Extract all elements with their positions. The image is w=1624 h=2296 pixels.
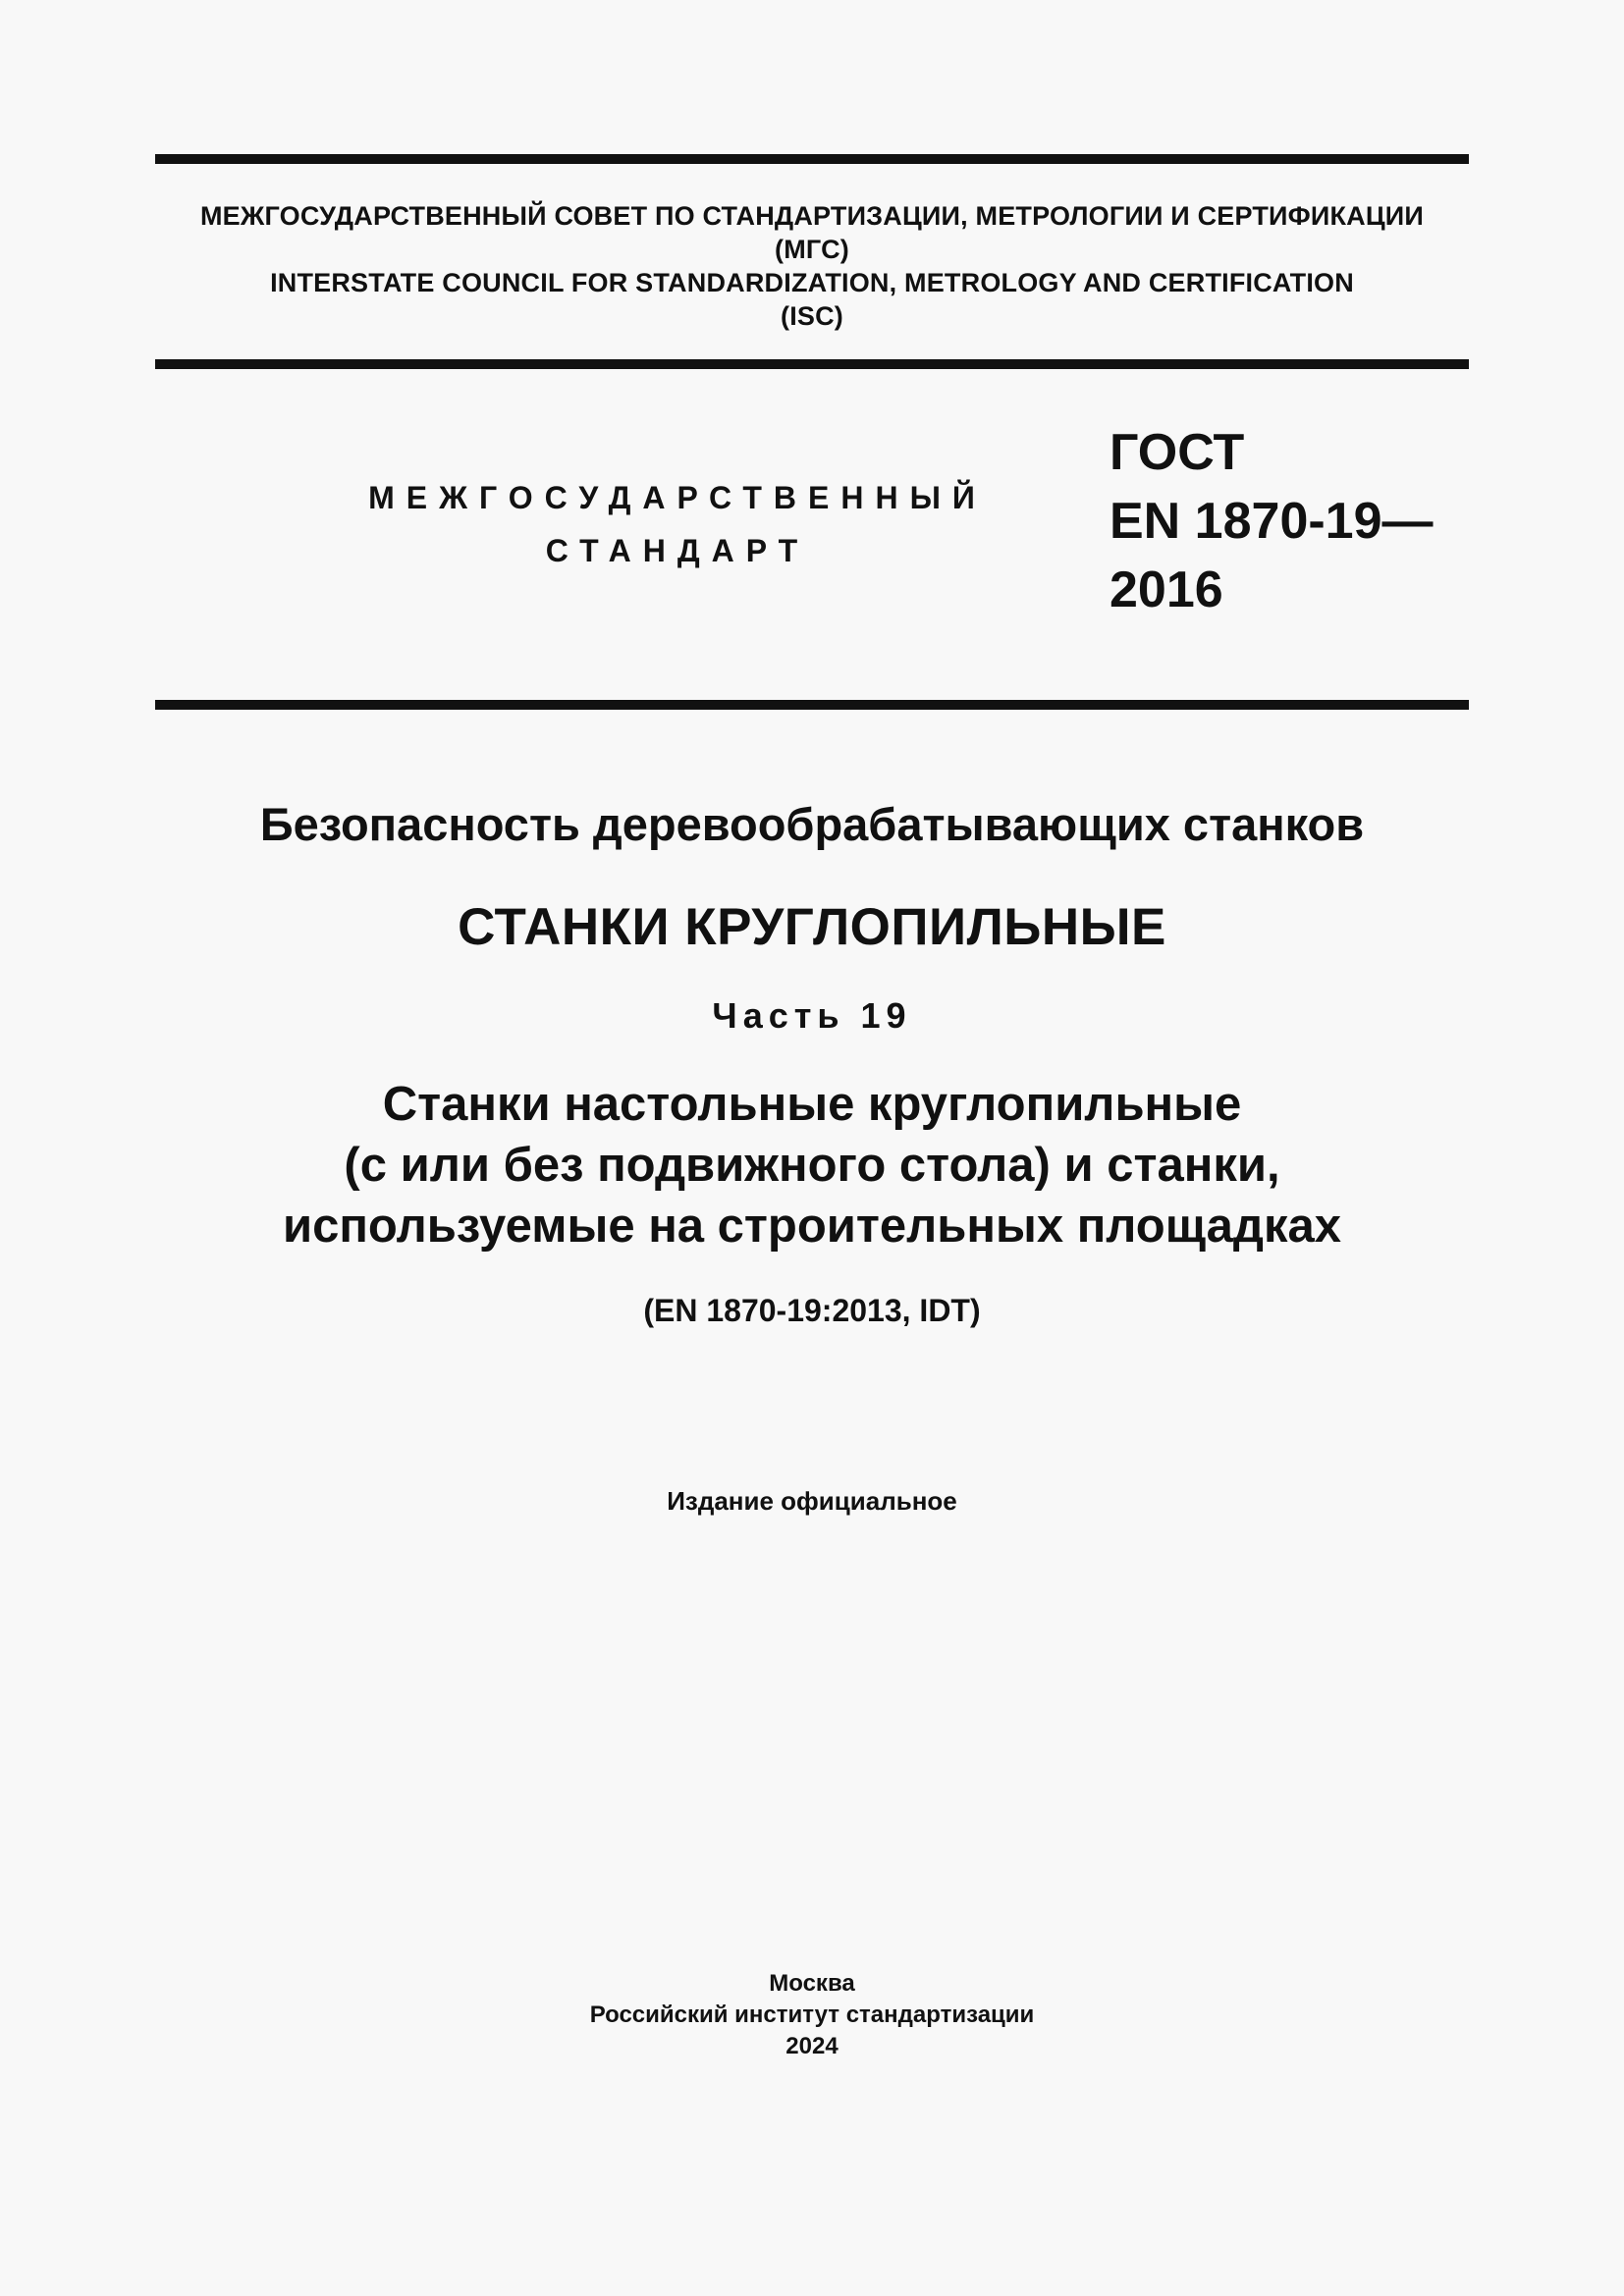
edition-note: Издание официальное — [667, 1486, 957, 1516]
standard-type-line-2: СТАНДАРТ — [545, 533, 810, 568]
designation-line-2: EN 1870-19— — [1110, 493, 1434, 550]
subtitle-line-3: используемые на строительных площадках — [282, 1200, 1342, 1253]
document-subject: Безопасность деревообрабатывающих станков — [259, 798, 1365, 850]
subtitle-line-1: Станки настольные круглопильные — [382, 1078, 1242, 1131]
imprint — [155, 1968, 1469, 2062]
header-divider — [155, 359, 1469, 369]
designation-line-1: ГОСТ — [1110, 424, 1245, 481]
council-header — [155, 199, 1469, 333]
imprint-publisher: Российский институт стандартизации — [589, 2002, 1035, 2028]
top-divider — [155, 154, 1469, 164]
standard-designation — [1110, 418, 1434, 624]
council-abbr-en: (ISC) — [781, 301, 843, 331]
subtitle-line-2: (с или без подвижного стола) и станки, — [344, 1139, 1280, 1192]
council-name-en: INTERSTATE COUNCIL FOR STANDARDIZATION, METROLOGY AND CERTIFICATION — [270, 268, 1354, 297]
document-title: СТАНКИ КРУГЛОПИЛЬНЫЕ — [458, 898, 1166, 956]
document-subtitle — [155, 1074, 1469, 1256]
designation-line-3: 2016 — [1110, 561, 1223, 618]
source-reference: (EN 1870-19:2013, IDT) — [643, 1293, 981, 1328]
imprint-city: Москва — [769, 1970, 855, 1997]
council-name-ru: МЕЖГОСУДАРСТВЕННЫЙ СОВЕТ ПО СТАНДАРТИЗАЦИИ, МЕТРОЛОГИИ И СЕРТИФИКАЦИИ — [199, 201, 1425, 231]
document-part: Часть 19 — [712, 995, 912, 1036]
imprint-year: 2024 — [785, 2033, 839, 2059]
standard-type-label — [353, 471, 1001, 577]
council-abbr-ru: (МГС) — [775, 235, 849, 264]
designation-divider — [155, 700, 1469, 710]
standard-type-line-1: МЕЖГОСУДАРСТВЕННЫЙ — [368, 480, 987, 515]
